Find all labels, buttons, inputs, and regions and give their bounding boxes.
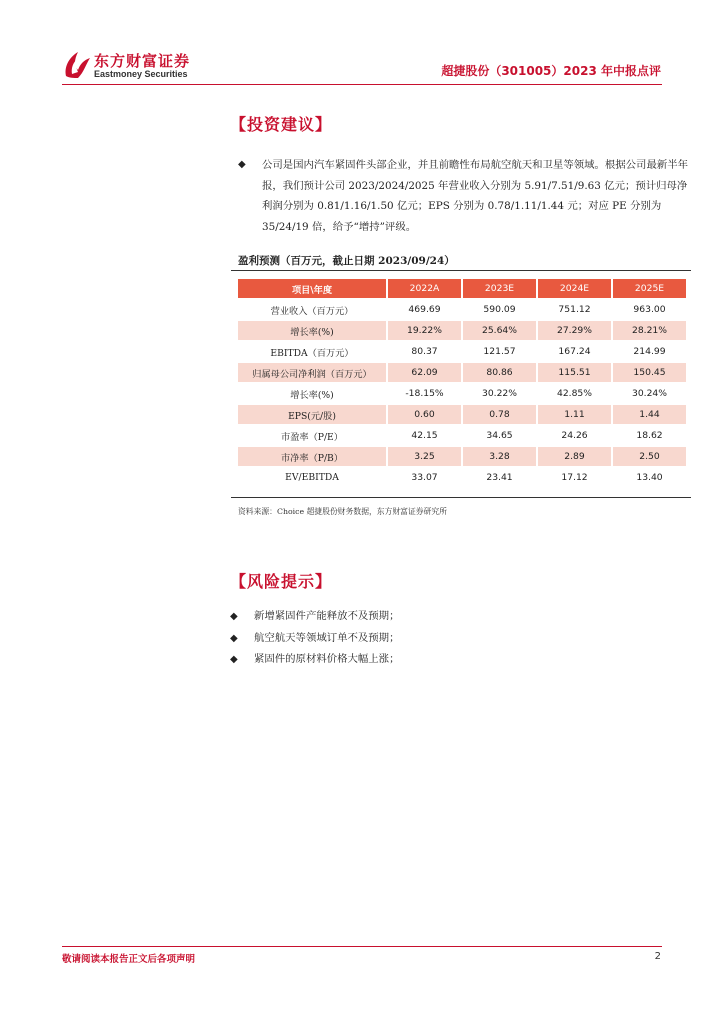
table-cell: 963.00 [613,300,688,319]
table-cell: 25.64% [463,321,538,340]
row-label: 增长率(%) [238,384,388,403]
column-header: 2024E [538,279,613,298]
table-cell: 115.51 [538,363,613,382]
table-cell: 42.15 [388,426,463,445]
table-row [238,426,688,445]
table-row [238,321,688,340]
table-cell: 2.50 [613,447,688,466]
diamond-bullet-icon: ◆ [230,632,238,644]
column-header: 2023E [463,279,538,298]
table-cell: 80.37 [388,342,463,361]
table-cell: 80.86 [463,363,538,382]
header-divider [62,84,662,85]
row-label: 市盈率（P/E） [238,426,388,445]
table-row [238,342,688,361]
table-cell: 1.11 [538,405,613,424]
row-label: EBITDA（百万元） [238,342,388,361]
table-cell: 1.44 [613,405,688,424]
table-cell: 167.24 [538,342,613,361]
list-item [230,628,399,650]
table-cell: 0.60 [388,405,463,424]
list-item [230,649,399,671]
risk-section-title: 【风险提示】 [230,572,333,591]
table-title: 盈利预测（百万元，截止日期 2023/09/24） [238,255,455,267]
table-cell: 3.28 [463,447,538,466]
risk-item-text: 紧固件的原材料价格大幅上涨； [254,653,400,665]
column-header: 项目\年度 [238,279,388,298]
investment-text: 公司是国内汽车紧固件头部企业，并且前瞻性布局航空航天和卫星等领域。根据公司最新半年报，我们预计公司 2023/2024/2025 年营业收入分别为 5.91/7.51/9.63 亿元；预计归母净利润分别为 0.81/1.16/1.50 亿元；EPS 分别为 0.78/1.11/1.44 元；对应 PE 分别为 35/24/19 倍，给予“增持”评级。 [262,159,689,233]
table-cell: 214.99 [613,342,688,361]
table-cell: 590.09 [463,300,538,319]
table-cell: 27.29% [538,321,613,340]
profit-forecast-table [238,277,688,489]
table-cell: 18.62 [613,426,688,445]
table-cell: 23.41 [463,468,538,487]
table-source-note: 资料来源：Choice 超捷股份财务数据，东方财富证券研究所 [238,507,447,516]
table-cell: -18.15% [388,384,463,403]
table-row [238,468,688,487]
table-cell: 469.69 [388,300,463,319]
table-cell: 28.21% [613,321,688,340]
table-row [238,405,688,424]
footer-disclaimer: 敬请阅读本报告正文后各项声明 [62,954,196,965]
risk-item-text: 航空航天等领域订单不及预期； [254,631,400,644]
row-label: 增长率(%) [238,321,388,340]
table-cell: 42.85% [538,384,613,403]
table-cell: 13.40 [613,468,688,487]
table-header-row [238,279,688,298]
row-label: 营业收入（百万元） [238,300,388,319]
investment-paragraph [238,155,690,237]
logo-text-cn: 东方财富证券 [94,52,191,70]
table-cell: 62.09 [388,363,463,382]
table-cell: 33.07 [388,468,463,487]
table-cell: 150.45 [613,363,688,382]
eastmoney-logo-icon [62,48,92,80]
diamond-bullet-icon: ◆ [230,654,238,665]
row-label: 市净率（P/B） [238,447,388,466]
company-logo [62,46,222,86]
logo-text-en: Eastmoney Securities [94,69,188,79]
table-cell: 3.25 [388,447,463,466]
diamond-bullet-icon: ◆ [230,611,238,622]
table-cell: 0.78 [463,405,538,424]
table-bottom-rule [231,497,691,498]
table-cell: 24.26 [538,426,613,445]
column-header: 2022A [388,279,463,298]
diamond-bullet-icon: ◆ [238,159,246,170]
investment-section-title: 【投资建议】 [230,115,333,134]
table-row [238,300,688,319]
page-number: 2 [654,951,661,962]
table-cell: 34.65 [463,426,538,445]
table-row [238,363,688,382]
row-label: EV/EBITDA [238,468,388,487]
table-row [238,447,688,466]
table-cell: 30.22% [463,384,538,403]
risk-item-text: 新增紧固件产能释放不及预期； [254,610,400,622]
table-cell: 2.89 [538,447,613,466]
column-header: 2025E [613,279,688,298]
table-cell: 121.57 [463,342,538,361]
table-row [238,384,688,403]
row-label: EPS(元/股) [238,405,388,424]
table-cell: 30.24% [613,384,688,403]
table-cell: 17.12 [538,468,613,487]
report-title: 超捷股份（301005）2023 年中报点评 [441,64,661,78]
table-cell: 19.22% [388,321,463,340]
table-top-rule [231,270,691,271]
list-item [230,606,399,628]
row-label: 归属母公司净利润（百万元） [238,363,388,382]
footer-divider [62,946,662,947]
risk-list [230,606,399,671]
table-cell: 751.12 [538,300,613,319]
